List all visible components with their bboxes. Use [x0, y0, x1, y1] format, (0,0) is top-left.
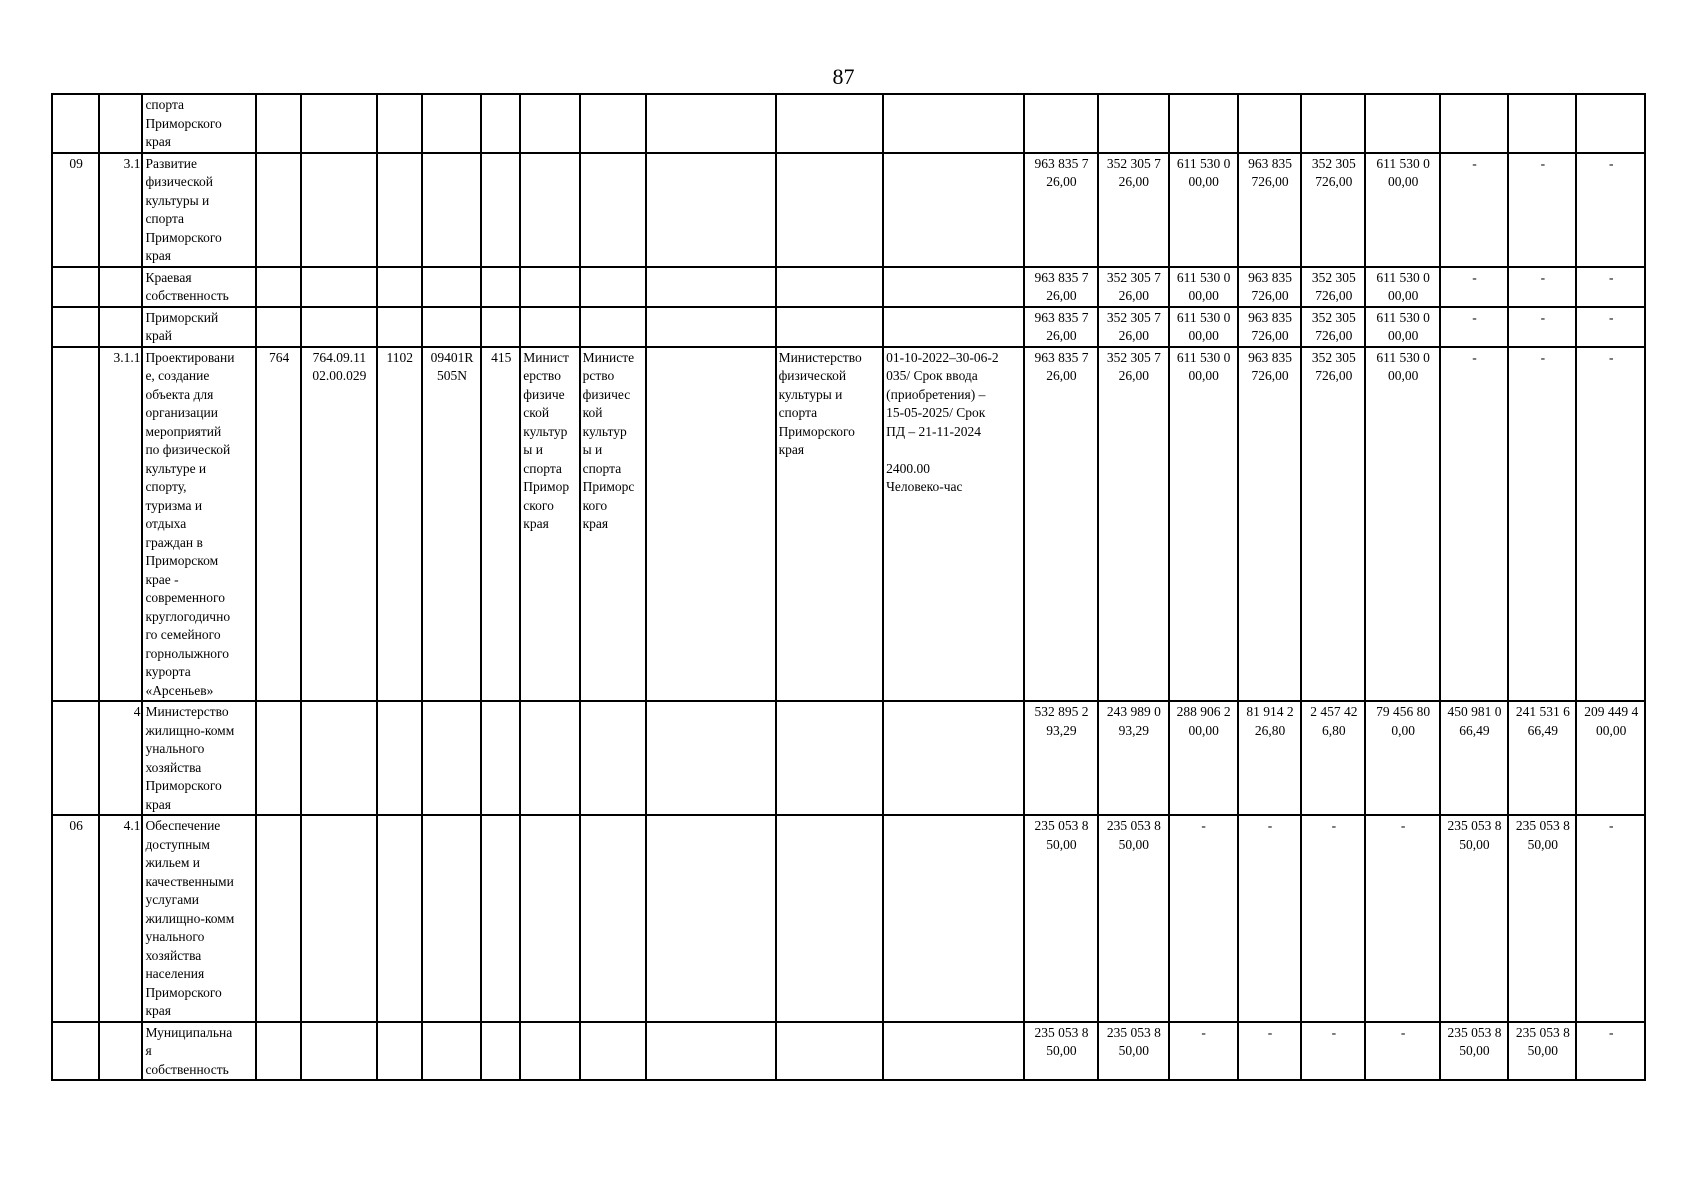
amount-cell: - [1508, 267, 1576, 307]
table-row [52, 1022, 1645, 1081]
amount-cell: 352 305 726,00 [1301, 267, 1365, 307]
deadline-cell [883, 815, 1024, 1022]
amount-cell: 450 981 0 66,49 [1440, 701, 1508, 815]
page-number: 87 [832, 64, 855, 89]
amount-cell: 611 530 0 00,00 [1365, 153, 1439, 267]
amount-cell: 235 053 8 50,00 [1024, 815, 1098, 1022]
grbs-cell [256, 94, 301, 153]
expense-type-cell [481, 307, 520, 347]
amount-cell: 611 530 0 00,00 [1169, 307, 1238, 347]
program-code-cell [301, 1022, 376, 1081]
name-cell: Развитие физической культуры и спорта Приморского края [142, 153, 256, 267]
amount-cell: 209 449 4 00,00 [1576, 701, 1645, 815]
amount-cell: 352 305 7 26,00 [1098, 307, 1168, 347]
table-row [52, 701, 1645, 815]
amount-cell [1365, 94, 1439, 153]
amount-cell: 963 835 7 26,00 [1024, 347, 1098, 702]
program-code-cell [301, 153, 376, 267]
developer-cell [580, 94, 646, 153]
item-number-cell [99, 267, 142, 307]
name-cell: Обеспечение доступным жильем и качественными услугами жилищно-комм унального хозяйства населения Приморского края [142, 815, 256, 1022]
expense-type-cell [481, 267, 520, 307]
code-cell [52, 1022, 99, 1081]
amount-cell: 963 835 7 26,00 [1024, 153, 1098, 267]
amount-cell: 611 530 0 00,00 [1169, 267, 1238, 307]
amount-cell: 352 305 7 26,00 [1098, 347, 1168, 702]
item-number-cell [99, 94, 142, 153]
customer-cell [520, 307, 579, 347]
code-cell: 09 [52, 153, 99, 267]
amount-cell [1098, 94, 1168, 153]
section-cell [377, 94, 422, 153]
responsible-cell [776, 1022, 884, 1081]
amount-cell: 235 053 8 50,00 [1098, 815, 1168, 1022]
amount-cell: 352 305 726,00 [1301, 153, 1365, 267]
amount-cell [1440, 94, 1508, 153]
amount-cell: 235 053 8 50,00 [1440, 815, 1508, 1022]
amount-cell: 611 530 0 00,00 [1365, 307, 1439, 347]
amount-cell: - [1169, 1022, 1238, 1081]
program-code-cell: 764.09.11 02.00.029 [301, 347, 376, 702]
deadline-cell [883, 1022, 1024, 1081]
amount-cell: 611 530 0 00,00 [1365, 267, 1439, 307]
amount-cell: 611 530 0 00,00 [1365, 347, 1439, 702]
budget-table [51, 93, 1646, 1081]
amount-cell: - [1576, 347, 1645, 702]
responsible-cell [776, 94, 884, 153]
extra-cell [646, 267, 776, 307]
target-article-cell [422, 1022, 481, 1081]
expense-type-cell [481, 94, 520, 153]
amount-cell: - [1169, 815, 1238, 1022]
developer-cell [580, 153, 646, 267]
deadline-cell [883, 153, 1024, 267]
grbs-cell [256, 307, 301, 347]
developer-cell [580, 307, 646, 347]
deadline-cell [883, 701, 1024, 815]
grbs-cell [256, 701, 301, 815]
responsible-cell [776, 701, 884, 815]
amount-cell [1169, 94, 1238, 153]
amount-cell: - [1440, 307, 1508, 347]
amount-cell [1508, 94, 1576, 153]
section-cell [377, 267, 422, 307]
amount-cell: - [1365, 1022, 1439, 1081]
table-row [52, 307, 1645, 347]
amount-cell: - [1365, 815, 1439, 1022]
section-cell [377, 701, 422, 815]
table-row [52, 267, 1645, 307]
amount-cell: 243 989 0 93,29 [1098, 701, 1168, 815]
name-cell: Проектировани е, создание объекта для организации мероприятий по физической культуре и спорту, туризма и отдыха граждан в Приморском крае - современного круглогодично го семейного горнолыжного курорта «Арсеньев» [142, 347, 256, 702]
item-number-cell: 3.1 [99, 153, 142, 267]
amount-cell: 2 457 42 6,80 [1301, 701, 1365, 815]
code-cell: 06 [52, 815, 99, 1022]
section-cell [377, 1022, 422, 1081]
section-cell [377, 307, 422, 347]
amount-cell [1238, 94, 1301, 153]
amount-cell: 241 531 6 66,49 [1508, 701, 1576, 815]
amount-cell: 235 053 8 50,00 [1508, 815, 1576, 1022]
target-article-cell [422, 701, 481, 815]
developer-cell [580, 267, 646, 307]
amount-cell: 963 835 7 26,00 [1024, 267, 1098, 307]
amount-cell: - [1238, 1022, 1301, 1081]
amount-cell: - [1576, 1022, 1645, 1081]
item-number-cell: 4.1 [99, 815, 142, 1022]
responsible-cell [776, 267, 884, 307]
program-code-cell [301, 267, 376, 307]
amount-cell: - [1440, 267, 1508, 307]
amount-cell: 235 053 8 50,00 [1440, 1022, 1508, 1081]
grbs-cell [256, 153, 301, 267]
target-article-cell [422, 307, 481, 347]
table-row [52, 347, 1645, 702]
expense-type-cell [481, 1022, 520, 1081]
amount-cell: 79 456 80 0,00 [1365, 701, 1439, 815]
amount-cell: 352 305 7 26,00 [1098, 153, 1168, 267]
amount-cell: 963 835 726,00 [1238, 307, 1301, 347]
item-number-cell: 3.1.1 [99, 347, 142, 702]
amount-cell: - [1576, 267, 1645, 307]
amount-cell: - [1508, 307, 1576, 347]
name-cell: Муниципальна я собственность [142, 1022, 256, 1081]
developer-cell [580, 701, 646, 815]
grbs-cell [256, 815, 301, 1022]
extra-cell [646, 347, 776, 702]
amount-cell: - [1301, 815, 1365, 1022]
developer-cell [580, 1022, 646, 1081]
expense-type-cell [481, 701, 520, 815]
target-article-cell [422, 267, 481, 307]
responsible-cell [776, 815, 884, 1022]
responsible-cell [776, 153, 884, 267]
customer-cell [520, 153, 579, 267]
section-cell: 1102 [377, 347, 422, 702]
amount-cell: - [1508, 347, 1576, 702]
responsible-cell [776, 307, 884, 347]
customer-cell [520, 94, 579, 153]
table-row [52, 94, 1645, 153]
expense-type-cell [481, 815, 520, 1022]
extra-cell [646, 307, 776, 347]
amount-cell [1576, 94, 1645, 153]
extra-cell [646, 153, 776, 267]
amount-cell: - [1440, 347, 1508, 702]
amount-cell: 81 914 2 26,80 [1238, 701, 1301, 815]
amount-cell: - [1440, 153, 1508, 267]
section-cell [377, 815, 422, 1022]
customer-cell [520, 267, 579, 307]
table-row [52, 153, 1645, 267]
customer-cell [520, 815, 579, 1022]
amount-cell [1024, 94, 1098, 153]
program-code-cell [301, 701, 376, 815]
deadline-cell [883, 94, 1024, 153]
extra-cell [646, 701, 776, 815]
deadline-cell [883, 267, 1024, 307]
grbs-cell [256, 267, 301, 307]
target-article-cell: 09401R 505N [422, 347, 481, 702]
program-code-cell [301, 815, 376, 1022]
amount-cell: 532 895 2 93,29 [1024, 701, 1098, 815]
amount-cell: 235 053 8 50,00 [1024, 1022, 1098, 1081]
item-number-cell: 4 [99, 701, 142, 815]
extra-cell [646, 1022, 776, 1081]
name-cell: Министерство жилищно-комм унального хозяйства Приморского края [142, 701, 256, 815]
amount-cell: - [1576, 153, 1645, 267]
amount-cell: - [1576, 307, 1645, 347]
amount-cell: 352 305 7 26,00 [1098, 267, 1168, 307]
amount-cell [1301, 94, 1365, 153]
code-cell [52, 347, 99, 702]
program-code-cell [301, 94, 376, 153]
code-cell [52, 701, 99, 815]
table-row [52, 815, 1645, 1022]
amount-cell: 963 835 726,00 [1238, 347, 1301, 702]
amount-cell: 235 053 8 50,00 [1098, 1022, 1168, 1081]
program-code-cell [301, 307, 376, 347]
grbs-cell: 764 [256, 347, 301, 702]
deadline-cell: 01-10-2022–30-06-2 035/ Срок ввода (приобретения) – 15-05-2025/ Срок ПД – 21-11-2024 2400.00 Человеко-час [883, 347, 1024, 702]
amount-cell: - [1301, 1022, 1365, 1081]
customer-cell: Минист ерство физиче ской культур ы и спорта Примор ского края [520, 347, 579, 702]
amount-cell: 963 835 726,00 [1238, 267, 1301, 307]
amount-cell: 611 530 0 00,00 [1169, 153, 1238, 267]
developer-cell: Министе рство физичес кой культур ы и спорта Приморс кого края [580, 347, 646, 702]
amount-cell: 352 305 726,00 [1301, 347, 1365, 702]
expense-type-cell: 415 [481, 347, 520, 702]
amount-cell: - [1238, 815, 1301, 1022]
item-number-cell [99, 1022, 142, 1081]
amount-cell: 963 835 726,00 [1238, 153, 1301, 267]
deadline-cell [883, 307, 1024, 347]
customer-cell [520, 701, 579, 815]
grbs-cell [256, 1022, 301, 1081]
target-article-cell [422, 94, 481, 153]
amount-cell: 963 835 7 26,00 [1024, 307, 1098, 347]
code-cell [52, 94, 99, 153]
amount-cell: 235 053 8 50,00 [1508, 1022, 1576, 1081]
amount-cell: 611 530 0 00,00 [1169, 347, 1238, 702]
item-number-cell [99, 307, 142, 347]
name-cell: Краевая собственность [142, 267, 256, 307]
target-article-cell [422, 815, 481, 1022]
responsible-cell: Министерство физической культуры и спорта Приморского края [776, 347, 884, 702]
extra-cell [646, 815, 776, 1022]
target-article-cell [422, 153, 481, 267]
name-cell: Приморский край [142, 307, 256, 347]
expense-type-cell [481, 153, 520, 267]
section-cell [377, 153, 422, 267]
amount-cell: 352 305 726,00 [1301, 307, 1365, 347]
extra-cell [646, 94, 776, 153]
customer-cell [520, 1022, 579, 1081]
code-cell [52, 307, 99, 347]
amount-cell: - [1508, 153, 1576, 267]
code-cell [52, 267, 99, 307]
amount-cell: - [1576, 815, 1645, 1022]
developer-cell [580, 815, 646, 1022]
name-cell: спорта Приморского края [142, 94, 256, 153]
amount-cell: 288 906 2 00,00 [1169, 701, 1238, 815]
